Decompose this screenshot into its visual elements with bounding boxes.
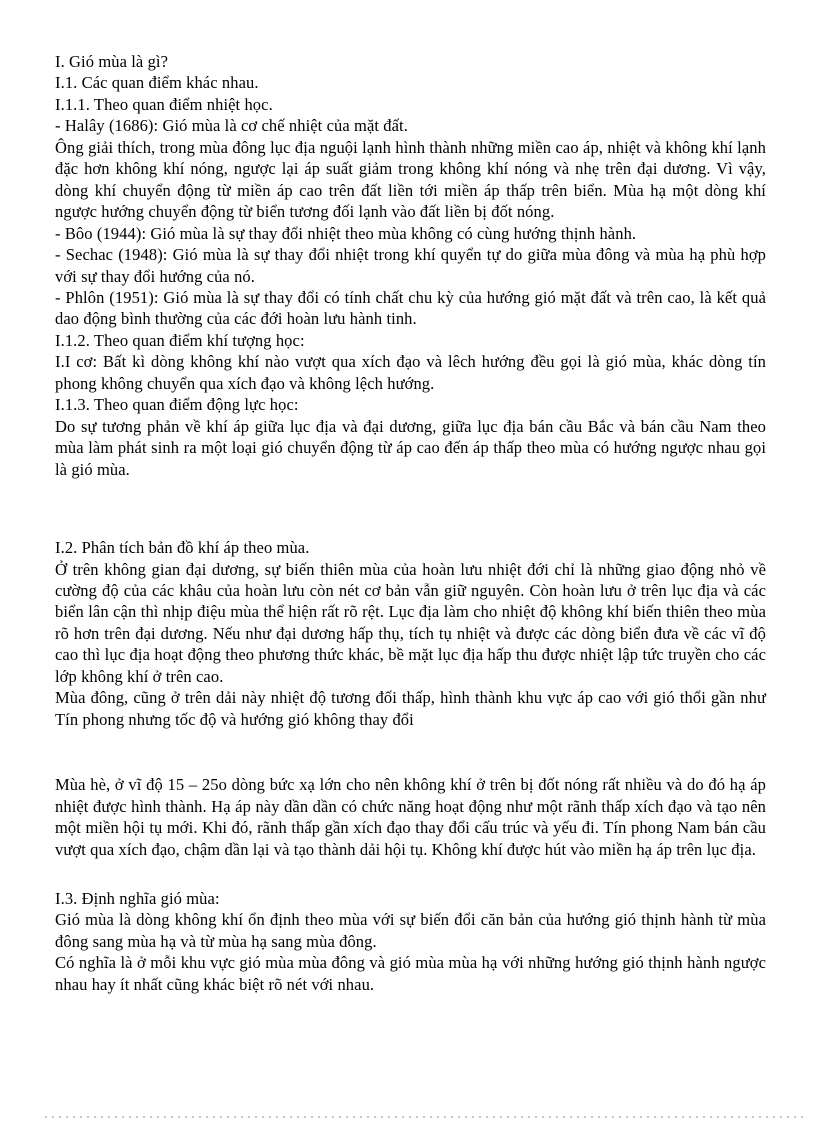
definition-item-halay: - Halây (1686): Gió mùa là cơ chế nhiệt của mặt đất. xyxy=(55,116,408,136)
section-heading-1: I. Gió mùa là gì? xyxy=(55,52,169,71)
subsection-heading-1-1-2: I.1.2. Theo quan điểm khí tượng học: xyxy=(55,330,305,350)
paragraph-dynamic-view: Do sự tương phản về khí áp giữa lục địa và đại dương, giữa lục địa bán cầu Bắc và bán cầu Nam theo mùa làm phát sinh ra một loại gió chuyển động từ áp cao đến áp thấp theo mùa có hướng ngược nhau gọi là gió mùa. xyxy=(55,416,766,479)
subsection-heading-1-1-1: I.1.1. Theo quan điểm nhiệt học. xyxy=(55,94,273,114)
paragraph-pressure-map-analysis: Ở trên không gian đại dương, sự biến thiên mùa của hoàn lưu nhiệt đới chỉ là những giao động nhỏ về cường độ của các khâu của hoàn lưu còn nét cơ bản vẫn giữ nguyên. Còn hoàn lưu ở trên lục địa và các biển lân cận thì nhịp điệu mùa thể hiện rất rõ rệt. Lục địa làm cho nhiệt độ không khí biến thiên theo mùa rõ hơn trên đại dương. Nếu như đại dương hấp thụ, tích tụ nhiệt và được các dòng biển đưa về các vĩ độ cao thì lục địa hoạt động theo phương thức khác, bề mặt lục địa hấp thu được nhiệt lập tức truyền cho các lớp không khí ở trên cao. xyxy=(55,559,766,686)
paragraph-thermal-explanation: Ông giải thích, trong mùa đông lục địa nguội lạnh hình thành những miền cao áp, nhiệt và không khí lạnh đặc hơn không khí nóng, ngược lại áp suất giảm trong không khí nóng và nhẹ trên đại dương. Vì vậy, dòng khí chuyển động từ miền áp cao trên đất liền tới miền áp thấp trên biển. Mùa hạ một dòng khí ngược hướng chuyển động từ biển tương đối lạnh vào đất liền bị đốt nóng. xyxy=(55,137,766,222)
definition-item-phlon: - Phlôn (1951): Gió mùa là sự thay đổi có tính chất chu kỳ của hướng gió mặt đất và trên cao, là kết quả dao động bình thường của các đới hoàn lưu hành tinh. xyxy=(55,287,766,329)
subsection-heading-1-1-3: I.1.3. Theo quan điểm động lực học: xyxy=(55,395,299,415)
definition-item-sechac: - Sechac (1948): Gió mùa là sự thay đổi nhiệt trong khí quyển tự do giữa mùa đông và mùa hạ phù hợp với sự thay đổi hướng của nó. xyxy=(55,245,766,286)
page-break-dotted-divider xyxy=(45,1116,804,1118)
paragraph-summer-pattern: Mùa hè, ở vĩ độ 15 – 25o dòng bức xạ lớn cho nên không khí ở trên bị đốt nóng rất nhiều và do đó hạ áp nhiệt được hình thành. Hạ áp này dần dần có chức năng hoạt động như một rãnh thấp xích đạo và tạo nên một miền hội tụ mới. Khi đó, rãnh thấp gần xích đạo thay đổi cấu trúc và yếu đi. Tín phong Nam bán cầu vượt qua xích đạo, chậm dần lại và tạo thành dải hội tụ. Không khí được hút vào miền hạ áp trên lục địa. xyxy=(55,775,766,859)
document-body-text xyxy=(55,51,766,995)
paragraph-winter-pattern: Mùa đông, cũng ở trên dải này nhiệt độ tương đối thấp, hình thành khu vực áp cao với gió thổi gần như Tín phong nhưng tốc độ và hướng gió không thay đổi xyxy=(55,688,766,729)
paragraph-monsoon-definition: Gió mùa là dòng không khí ổn định theo mùa với sự biến đổi căn bản của hướng gió thịnh hành từ mùa đông sang mùa hạ và từ mùa hạ sang mùa đông. xyxy=(55,910,766,951)
definition-item-boo: - Bôo (1944): Gió mùa là sự thay đổi nhiệt theo mùa không có cùng hướng thịnh hành. xyxy=(55,223,637,243)
section-heading-3: I.3. Định nghĩa gió mùa: xyxy=(55,888,220,908)
paragraph-monsoon-meaning: Có nghĩa là ở mỗi khu vực gió mùa mùa đông và gió mùa mùa hạ với những hướng gió thịnh hành ngược nhau hay ít nhất cũng khác biệt rõ nét với nhau. xyxy=(55,953,766,994)
section-heading-2: I.2. Phân tích bản đồ khí áp theo mùa. xyxy=(55,538,310,558)
paragraph-meteorological-view: I.I cơ: Bất kì dòng không khí nào vượt qua xích đạo và lêch hướng đều gọi là gió mùa, khác dòng tín phong không chuyển qua xích đạo và không lệch hướng. xyxy=(55,352,766,393)
subsection-heading-1-1: I.1. Các quan điểm khác nhau. xyxy=(55,73,259,93)
